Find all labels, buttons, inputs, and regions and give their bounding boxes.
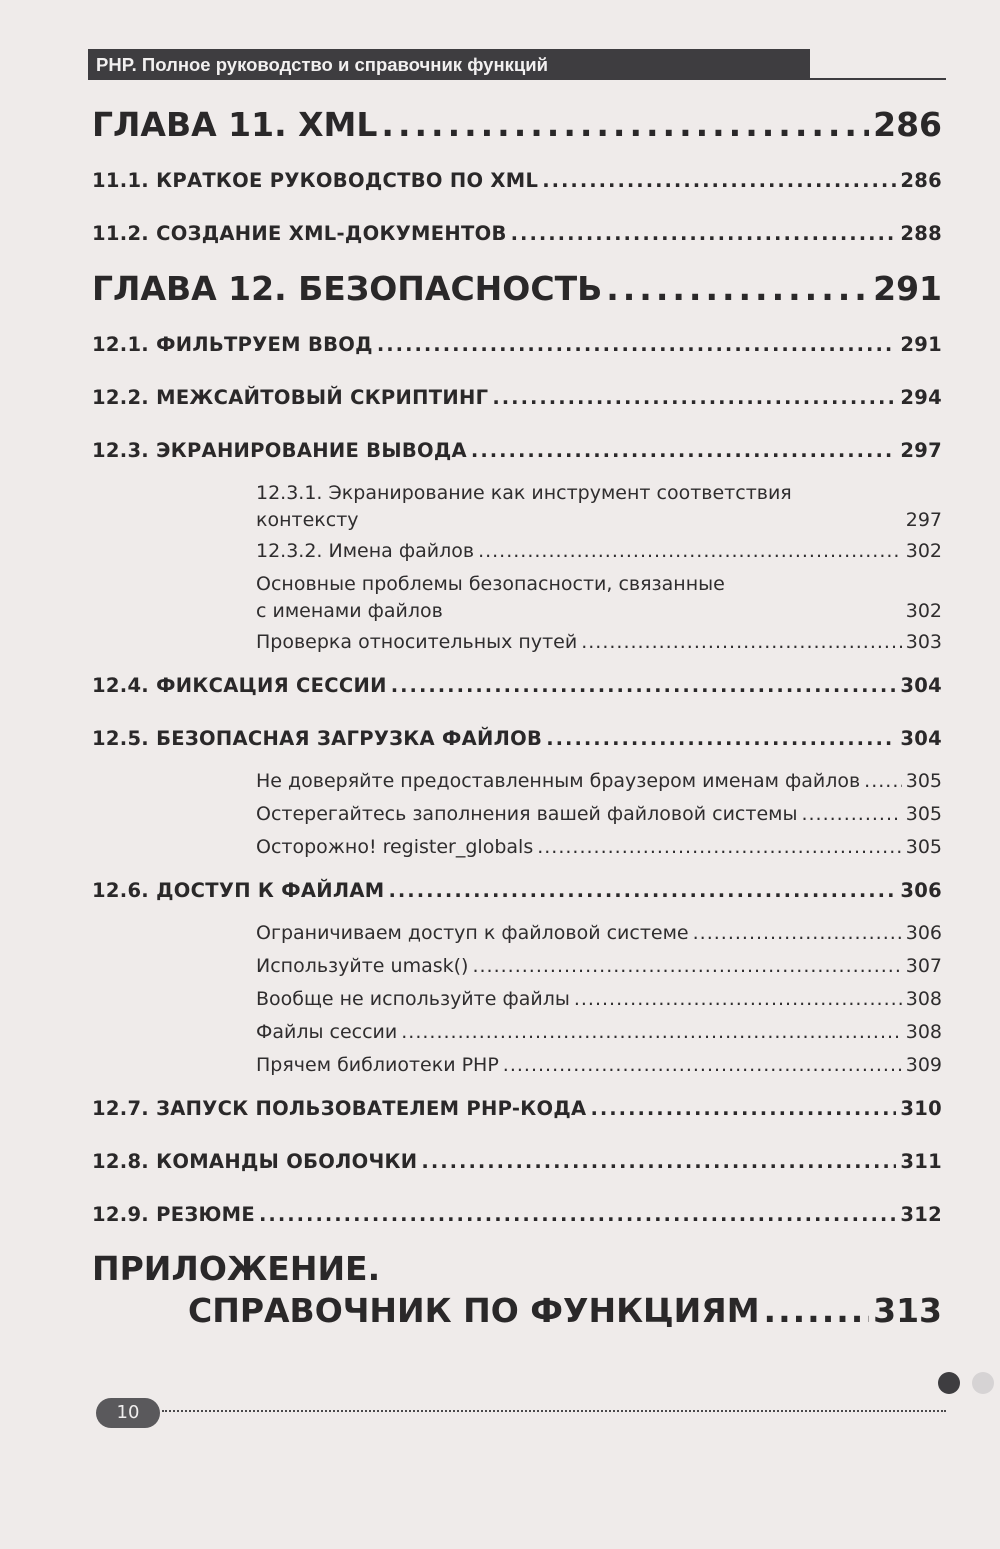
toc-leader <box>503 1049 902 1082</box>
toc-section-12-4[interactable] <box>92 659 942 712</box>
toc-entry-page: 302 <box>905 600 942 622</box>
toc-leader <box>421 1135 896 1188</box>
running-header-title: PHP. Полное руководство и справочник функций <box>96 54 548 75</box>
toc-leader <box>381 96 869 154</box>
toc-subsection-register-globals[interactable] <box>92 831 942 864</box>
toc-leader <box>472 950 901 983</box>
toc-subsection-restrict-fs[interactable] <box>92 917 942 950</box>
toc-entry-title: Ограничиваем доступ к файловой системе <box>256 922 689 944</box>
toc-entry-page: 309 <box>905 1054 942 1076</box>
decorative-dot-light <box>972 1372 994 1394</box>
toc-leader <box>546 712 896 765</box>
toc-entry-page: 307 <box>905 955 942 977</box>
toc-leader <box>864 765 902 798</box>
toc-entry-page: 286 <box>900 169 942 192</box>
toc-entry-title: ГЛАВА 11. XML <box>92 105 378 144</box>
toc-chapter-12[interactable] <box>92 260 942 318</box>
toc-entry-title-line2: с именами файлов <box>256 600 443 622</box>
toc-entry-title: Используйте umask() <box>256 955 469 977</box>
toc-subsection-filesystem-filling[interactable] <box>92 798 942 831</box>
toc-entry-page: 288 <box>900 222 942 245</box>
toc-leader <box>581 626 902 659</box>
toc-section-12-8[interactable] <box>92 1135 942 1188</box>
page-number: 10 <box>116 1402 140 1423</box>
toc-leader <box>377 318 897 371</box>
toc-entry-title-line1: 12.3.1. Экранирование как инструмент соответствия <box>256 482 792 504</box>
toc-entry-page: 306 <box>905 922 942 944</box>
toc-entry-title-line2: СПРАВОЧНИК ПО ФУНКЦИЯМ <box>188 1291 760 1330</box>
toc-subsection-no-files[interactable] <box>92 983 942 1016</box>
toc-section-11-1[interactable] <box>92 154 942 207</box>
toc-section-11-2[interactable] <box>92 207 942 260</box>
toc-entry-title: 12.2. МЕЖСАЙТОВЫЙ СКРИПТИНГ <box>92 386 489 409</box>
toc-entry-page: 304 <box>900 674 942 697</box>
toc-entry-page: 294 <box>900 386 942 409</box>
toc-leader <box>801 798 901 831</box>
running-header <box>88 49 810 80</box>
toc-subsection-12-3-2[interactable] <box>92 535 942 568</box>
toc-leader <box>542 154 896 207</box>
footer-dotted-rule <box>162 1410 946 1412</box>
toc-subsection-umask[interactable] <box>92 950 942 983</box>
toc-entry-page: 306 <box>900 879 942 902</box>
toc-entry-page: 312 <box>900 1203 942 1226</box>
toc-entry-title: Не доверяйте предоставленным браузером именам файлов <box>256 770 861 792</box>
toc-entry-title: 12.7. ЗАПУСК ПОЛЬЗОВАТЕЛЕМ PHP-КОДА <box>92 1097 587 1120</box>
toc-entry-page: 303 <box>905 631 942 653</box>
toc-subsection-browser-filenames[interactable] <box>92 765 942 798</box>
toc-entry-page: 310 <box>900 1097 942 1120</box>
toc-leader <box>574 983 902 1016</box>
toc-entry-title: Прячем библиотеки PHP <box>256 1054 499 1076</box>
toc-entry-page: 313 <box>873 1291 942 1330</box>
decorative-dot-dark <box>938 1372 960 1394</box>
toc-leader <box>492 371 896 424</box>
toc-leader <box>590 1082 896 1135</box>
toc-chapter-11[interactable] <box>92 96 942 154</box>
toc-entry-title: 12.5. БЕЗОПАСНАЯ ЗАГРУЗКА ФАЙЛОВ <box>92 727 543 750</box>
toc-entry-title: Вообще не используйте файлы <box>256 988 570 1010</box>
toc-entry-page: 291 <box>900 333 942 356</box>
toc-entry-title-line2: контексту <box>256 509 359 531</box>
toc-entry-title: 12.4. ФИКСАЦИЯ СЕССИИ <box>92 674 387 697</box>
toc-entry-page: 311 <box>900 1150 942 1173</box>
toc-entry-title: 11.1. КРАТКОЕ РУКОВОДСТВО ПО XML <box>92 169 539 192</box>
toc-subsection-session-files[interactable] <box>92 1016 942 1049</box>
toc-entry-title: Проверка относительных путей <box>256 631 578 653</box>
toc-section-12-7[interactable] <box>92 1082 942 1135</box>
toc-entry-page: 286 <box>873 105 942 144</box>
toc-subsection-filename-problems[interactable] <box>92 568 942 626</box>
toc-leader <box>478 535 902 568</box>
toc-entry-title: 12.6. ДОСТУП К ФАЙЛАМ <box>92 879 385 902</box>
toc-leader <box>693 917 902 950</box>
toc-entry-title: 12.3.2. Имена файлов <box>256 540 475 562</box>
table-of-contents <box>92 96 942 1333</box>
toc-entry-title: Файлы сессии <box>256 1021 398 1043</box>
toc-entry-page: 297 <box>905 509 942 531</box>
toc-entry-title-line1: Основные проблемы безопасности, связанные <box>256 573 725 595</box>
toc-leader <box>537 831 902 864</box>
toc-entry-page: 308 <box>905 1021 942 1043</box>
toc-subsection-hide-libs[interactable] <box>92 1049 942 1082</box>
toc-section-12-3[interactable] <box>92 424 942 477</box>
toc-leader <box>471 424 896 477</box>
header-rule <box>810 78 946 80</box>
toc-entry-title: Осторожно! register_globals <box>256 836 534 858</box>
toc-entry-page: 305 <box>905 770 942 792</box>
toc-subsection-12-3-1[interactable] <box>92 477 942 535</box>
toc-section-12-2[interactable] <box>92 371 942 424</box>
toc-entry-page: 302 <box>905 540 942 562</box>
toc-entry-title: 12.1. ФИЛЬТРУЕМ ВВОД <box>92 333 373 356</box>
toc-entry-title-line1: ПРИЛОЖЕНИЕ. <box>92 1249 381 1288</box>
toc-entry-page: 291 <box>873 269 942 308</box>
toc-leader <box>606 260 869 318</box>
toc-section-12-5[interactable] <box>92 712 942 765</box>
toc-entry-title: 12.8. КОМАНДЫ ОБОЛОЧКИ <box>92 1150 418 1173</box>
toc-entry-title: Остерегайтесь заполнения вашей файловой системы <box>256 803 798 825</box>
toc-leader <box>391 659 897 712</box>
toc-entry-page: 305 <box>905 803 942 825</box>
toc-entry-page: 308 <box>905 988 942 1010</box>
toc-leader <box>401 1016 901 1049</box>
toc-leader <box>259 1188 896 1241</box>
toc-leader <box>511 207 897 260</box>
toc-leader <box>388 864 896 917</box>
toc-entry-title: ГЛАВА 12. БЕЗОПАСНОСТЬ <box>92 269 603 308</box>
toc-section-12-1[interactable] <box>92 318 942 371</box>
toc-entry-title: 12.3. ЭКРАНИРОВАНИЕ ВЫВОДА <box>92 439 467 462</box>
toc-entry-page: 305 <box>905 836 942 858</box>
toc-entry-page: 304 <box>900 727 942 750</box>
toc-entry-title: 11.2. СОЗДАНИЕ XML-ДОКУМЕНТОВ <box>92 222 507 245</box>
toc-appendix[interactable] <box>92 1249 942 1333</box>
toc-leader <box>764 1289 870 1333</box>
toc-section-12-9[interactable] <box>92 1188 942 1241</box>
toc-entry-title: 12.9. РЕЗЮМЕ <box>92 1203 255 1226</box>
page-number-badge <box>96 1398 160 1428</box>
toc-entry-page: 297 <box>900 439 942 462</box>
toc-subsection-relative-paths[interactable] <box>92 626 942 659</box>
toc-section-12-6[interactable] <box>92 864 942 917</box>
